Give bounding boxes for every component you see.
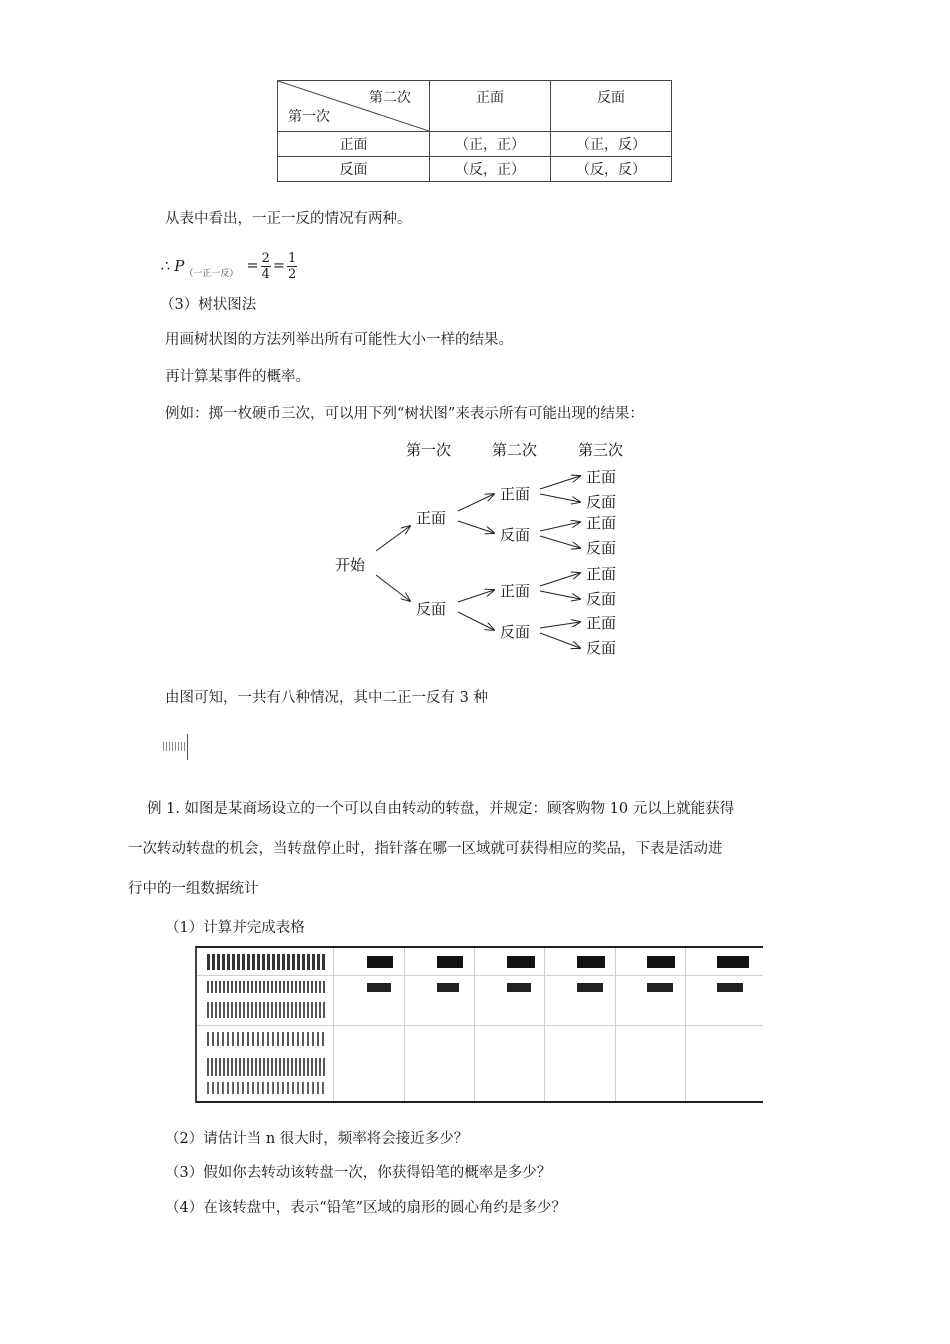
question-2: （2）请估计当 n 很大时，频率将会接近多少？	[165, 1131, 469, 1147]
equals-sign: =	[246, 258, 259, 274]
section-title: （3）树状图法	[160, 297, 257, 313]
garbled-header	[207, 1058, 327, 1076]
garbled-cell	[437, 956, 463, 968]
tree-node: 反面	[416, 600, 447, 618]
formula-subscript: （一正一反）	[184, 268, 239, 279]
row-header: 反面	[278, 157, 430, 182]
tree-arrow	[458, 521, 494, 533]
example1-text: 行中的一组数据统计	[128, 881, 259, 897]
example1-text: 一次转动转盘的机会，当转盘停止时，指针落在哪一区域就可获得相应的奖品，下表是活动进	[128, 841, 723, 857]
tree-arrow	[458, 590, 494, 602]
statistics-table-image	[195, 946, 763, 1103]
corner-label-second: 第二次	[369, 90, 411, 106]
garbled-header	[207, 954, 327, 970]
fraction-denominator: 2	[288, 266, 297, 282]
garbled-cell	[577, 956, 605, 968]
method-line: 再计算某事件的概率。	[165, 369, 310, 385]
tree-arrow	[376, 526, 410, 551]
tree-node: 正面	[416, 509, 447, 527]
garbled-cell	[717, 983, 743, 992]
garbled-header	[207, 1082, 327, 1094]
fraction-denominator: 4	[261, 266, 270, 282]
table-cell: （反，反）	[551, 157, 672, 182]
observation-text: 从表中看出，一正一反的情况有两种。	[165, 211, 412, 227]
garbled-cell	[367, 956, 393, 968]
tree-arrow	[540, 476, 580, 489]
tree-node: 反面	[500, 623, 531, 641]
col-header: 反面	[551, 81, 672, 132]
tree-edges	[376, 476, 580, 648]
tree-leaf: 正面	[586, 565, 617, 583]
tree-arrow	[540, 522, 580, 531]
level-header: 第一次	[406, 441, 452, 459]
question-3: （3）假如你去转动该转盘一次，你获得铅笔的概率是多少？	[165, 1165, 552, 1181]
tree-conclusion: 由图可知，一共有八种情况，其中二正一反有 3 种	[165, 690, 488, 706]
tree-leaf: 正面	[586, 468, 617, 486]
tree-root: 开始	[335, 556, 366, 574]
corner-label-first: 第一次	[288, 109, 330, 125]
table-cell: （反，正）	[430, 157, 551, 182]
example-intro: 例如：掷一枚硬币三次，可以用下列“树状图”来表示所有可能出现的结果：	[165, 406, 644, 422]
tree-arrow	[540, 622, 580, 628]
tree-leaf: 反面	[586, 539, 617, 557]
tree-node: 正面	[500, 485, 531, 503]
equals-sign: =	[272, 258, 286, 274]
garbled-cell	[577, 983, 603, 992]
garbled-cell	[717, 956, 749, 968]
garbled-cell	[647, 956, 675, 968]
table-cell: （正，正）	[430, 132, 551, 157]
col-header: 正面	[430, 81, 551, 132]
tree-arrow	[540, 633, 580, 648]
level-header: 第三次	[578, 441, 624, 459]
image-fragment	[163, 742, 185, 751]
garbled-cell	[507, 983, 531, 992]
grid-line	[197, 1025, 763, 1026]
garbled-cell	[507, 956, 535, 968]
tree-arrow	[376, 575, 410, 601]
tree-node: 反面	[500, 526, 531, 544]
tree-arrow	[540, 494, 580, 502]
row-header: 正面	[278, 132, 430, 157]
tree-leaf: 反面	[586, 493, 617, 511]
tree-leaf: 反面	[586, 590, 617, 608]
garbled-cell	[437, 983, 459, 992]
level-header: 第二次	[492, 441, 538, 459]
garbled-cell	[647, 983, 673, 992]
question-1: （1）计算并完成表格	[165, 920, 305, 936]
tree-arrow	[540, 591, 580, 599]
garbled-header	[207, 981, 327, 993]
tree-leaf: 正面	[586, 514, 617, 532]
tree-leaf: 反面	[586, 639, 617, 657]
image-fragment	[187, 734, 188, 760]
example1-text: 例 1. 如图是某商场设立的一个可以自由转动的转盘，并规定：顾客购物 10 元以上就能获得	[147, 801, 735, 817]
garbled-header	[207, 1032, 327, 1046]
question-4: （4）在该转盘中，表示“铅笔”区域的扇形的圆心角约是多少？	[165, 1200, 567, 1216]
grid-line	[197, 975, 763, 976]
tree-arrow	[458, 612, 494, 630]
tree-leaf: 正面	[586, 614, 617, 632]
tree-arrow	[540, 573, 580, 586]
method-line: 用画树状图的方法列举出所有可能性大小一样的结果。	[165, 332, 513, 348]
formula-prefix: ∴ P	[160, 257, 185, 275]
tree-arrow	[540, 536, 580, 548]
table-cell: （正，反）	[551, 132, 672, 157]
tree-node: 正面	[500, 582, 531, 600]
fraction-numerator: 1	[288, 250, 297, 266]
broken-formula-image	[163, 732, 193, 762]
tree-arrow	[458, 494, 494, 511]
garbled-cell	[367, 983, 391, 992]
fraction-numerator: 2	[261, 250, 270, 266]
garbled-header	[207, 1002, 327, 1018]
